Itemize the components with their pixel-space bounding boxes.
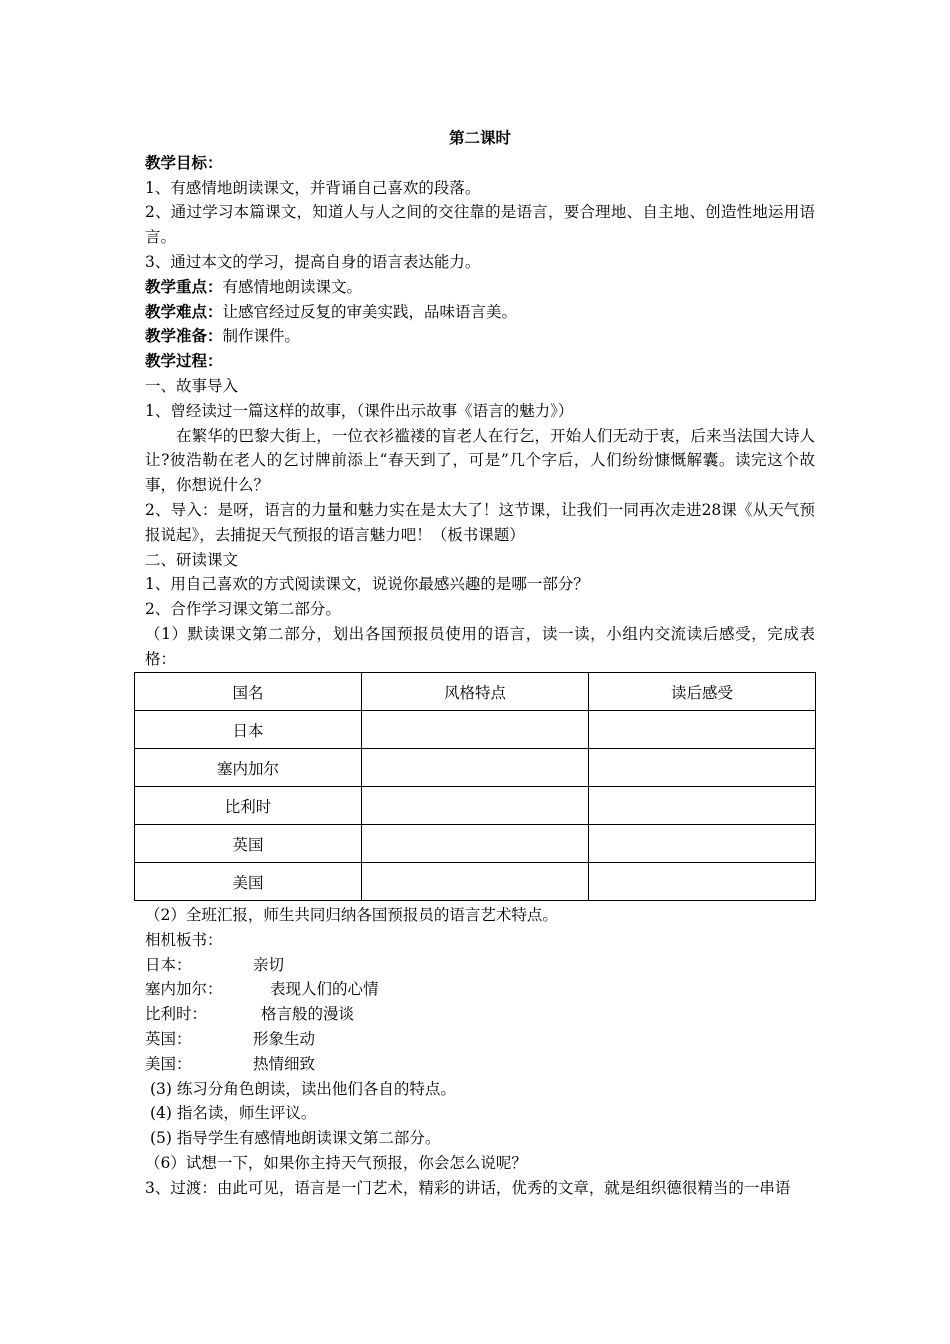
difficulty — [145, 300, 815, 325]
process-item: 2、导入：是呀，语言的力量和魅力实在是太大了！这节课，让我们一同再次走进28课《从天气预报说起》，去捕捉天气预报的语言魅力吧！（板书课题） — [145, 500, 815, 544]
difficulty-text: 让感官经过反复的审美实践，品味语言美。 — [222, 302, 518, 321]
table-cell: 塞内加尔 — [135, 749, 362, 787]
board-feature: 热情细致 — [253, 1054, 316, 1073]
board-row — [145, 1052, 815, 1077]
board-row — [145, 1027, 815, 1052]
process-heading: 教学过程： — [145, 351, 223, 371]
board-heading: 相机板书： — [145, 930, 223, 949]
table-row — [135, 711, 816, 749]
table-cell — [362, 787, 589, 825]
process-subitem: (4) 指名读，师生评议。 — [150, 1104, 317, 1123]
table-header-cell: 国名 — [135, 673, 362, 711]
board-row — [145, 953, 815, 978]
difficulty-label: 教学难点： — [145, 301, 223, 321]
board-feature: 亲切 — [253, 955, 285, 974]
table-cell: 比利时 — [135, 787, 362, 825]
key-point-text: 有感情地朗读课文。 — [222, 277, 363, 296]
process-item: 3、过渡：由此可见，语言是一门艺术，精彩的讲话，优秀的文章，就是组织德很精当的一串语 — [145, 1178, 791, 1197]
page-title: 第二课时 — [448, 128, 511, 147]
process-subitem: （1）默读课文第二部分，划出各国预报员使用的语言，读一读，小组内交流读后感受，完成表格： — [145, 624, 815, 668]
board-feature: 表现人们的心情 — [270, 980, 379, 999]
objectives-heading: 教学目标： — [145, 152, 223, 172]
table-header-row — [135, 673, 816, 711]
board-row — [145, 1002, 815, 1027]
board-country: 美国： — [145, 1054, 192, 1073]
table-cell — [362, 749, 589, 787]
key-point-label: 教学重点： — [145, 276, 223, 296]
preparation — [145, 324, 815, 349]
board-country: 比利时： — [145, 1005, 208, 1024]
table-cell — [589, 711, 816, 749]
board-country: 英国： — [145, 1029, 192, 1048]
table-row — [135, 825, 816, 863]
board-country: 塞内加尔： — [145, 980, 223, 999]
process-subitem: （6）试想一下，如果你主持天气预报，你会怎么说呢？ — [145, 1153, 527, 1172]
objective-item: 2、通过学习本篇课文，知道人与人之间的交往靠的是语言，要合理地、自主地、创造性地运用语言。 — [145, 203, 815, 247]
country-table — [134, 672, 816, 901]
key-point — [145, 275, 815, 300]
process-item: 1、曾经读过一篇这样的故事，（课件出示故事《语言的魅力》） — [145, 401, 574, 420]
table-cell — [362, 711, 589, 749]
objective-item: 1、有感情地朗读课文，并背诵自己喜欢的段落。 — [145, 178, 481, 197]
board-country: 日本： — [145, 955, 192, 974]
preparation-label: 教学准备： — [145, 326, 223, 346]
section-heading: 一、故事导入 — [145, 376, 239, 395]
table-cell — [589, 825, 816, 863]
table-header-cell: 读后感受 — [589, 673, 816, 711]
table-header-cell: 风格特点 — [362, 673, 589, 711]
table-cell — [589, 863, 816, 901]
objective-item: 3、通过本文的学习，提高自身的语言表达能力。 — [145, 252, 481, 271]
table-cell — [589, 749, 816, 787]
lesson-body-bottom — [145, 903, 815, 1201]
board-feature: 格言般的漫谈 — [261, 1005, 355, 1024]
process-subitem: (5) 指导学生有感情地朗读课文第二部分。 — [150, 1129, 441, 1148]
process-subitem: （2）全班汇报，师生共同归纳各国预报员的语言艺术特点。 — [145, 906, 558, 924]
table-cell: 美国 — [135, 863, 362, 901]
table-cell — [362, 863, 589, 901]
table-cell: 日本 — [135, 711, 362, 749]
section-heading: 二、研读课文 — [145, 550, 239, 569]
lesson-body-top — [145, 126, 815, 672]
story-paragraph: 在繁华的巴黎大街上，一位衣衫褴褛的盲老人在行乞，开始人们无动于衷，后来当法国大诗人让?彼浩勒在老人的乞讨牌前添上“春天到了，可是”几个字后，人们纷纷慷慨解囊。读完这个故事，你想说什么？ — [145, 426, 815, 495]
table-row — [135, 749, 816, 787]
process-subitem: (3) 练习分角色朗读，读出他们各自的特点。 — [150, 1079, 456, 1098]
preparation-text: 制作课件。 — [222, 327, 301, 346]
process-item: 1、用自己喜欢的方式阅读课文，说说你最感兴趣的是哪一部分？ — [145, 575, 589, 594]
table-cell: 英国 — [135, 825, 362, 863]
table-row — [135, 863, 816, 901]
table-cell — [589, 787, 816, 825]
country-table-grid — [134, 672, 816, 901]
table-row — [135, 787, 816, 825]
process-item: 2、合作学习课文第二部分。 — [145, 600, 341, 619]
board-row — [145, 977, 815, 1002]
table-cell — [362, 825, 589, 863]
board-feature: 形象生动 — [253, 1029, 316, 1048]
